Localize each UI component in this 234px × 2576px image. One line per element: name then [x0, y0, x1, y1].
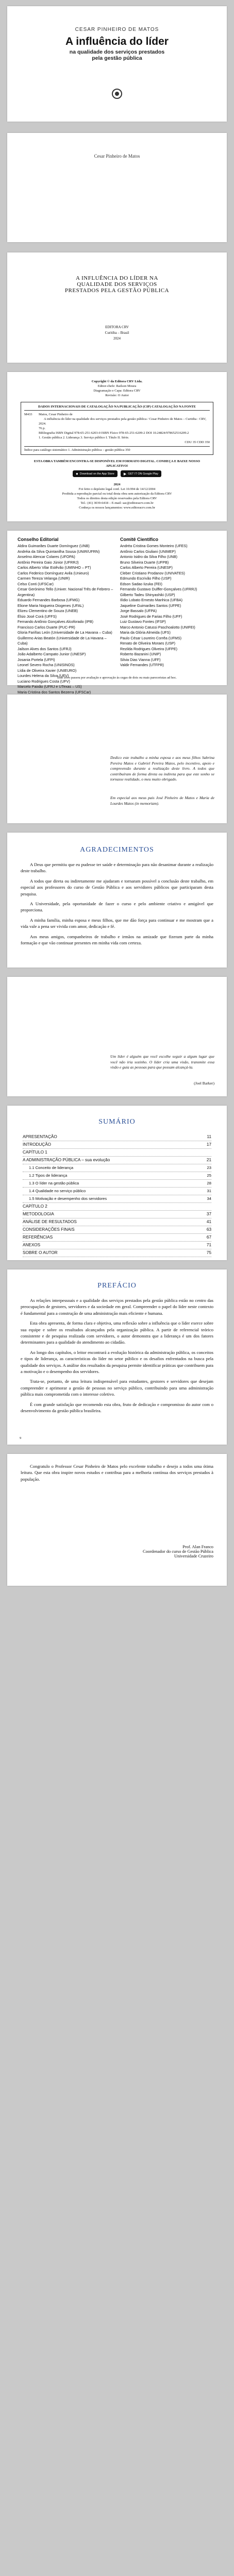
toc-entry-page: 21: [206, 1158, 211, 1162]
scientific-committee-item: Fernando Gustavo Dulffer-Gonçalves (UFRRJ): [120, 587, 197, 591]
toc-entry-label: CAPÍTULO 1: [23, 1150, 47, 1155]
toc-entry-page: 37: [206, 1212, 211, 1216]
legal-deposit: Foi feito o depósito legal conf. Lei 10.994 de 14/12/2004: [78, 487, 156, 491]
editorial-board-item: Fernando Antônio Gonçalves Alcoforado (IPB): [18, 619, 94, 624]
editorial-board-item: João Adalberto Campato Junior (UNESP): [18, 652, 86, 656]
toc-entry-page: 34: [207, 1196, 211, 1201]
reproduction-notice: Proibida a reprodução parcial ou total desta obra sem autorização da Editora CRV: [62, 492, 172, 496]
copyright-line3: Diagramação e Capa: Editora CRV: [93, 389, 141, 393]
scientific-committee-item: Paulo César Loureiro Corrêa (UFMS): [120, 635, 182, 640]
scientific-committee-item: Carlos Alberto Pereira (UNESP): [120, 565, 173, 570]
toc-entry-page: 41: [206, 1219, 211, 1224]
cip-author: Matos, Cesar Pinheiro de: [39, 413, 73, 416]
councils-page: [7, 531, 227, 694]
preface-signer: Prof. Alan Franco: [182, 1545, 213, 1549]
editorial-board-item: Carlos Alberto Vilar Estêvão (UMINHO – PT): [18, 565, 91, 570]
scientific-committee-list: [120, 544, 216, 668]
digital-notice: ESTA OBRA TAMBÉM ENCONTRA-SE DISPONÍVEL EM FORMATO DIGITAL. CONHEÇA E BAIXE NOSSO APLICATIVO!: [34, 460, 200, 468]
editorial-board-item: Anselmo Alencar Colares (UFOPA): [18, 554, 75, 559]
editorial-board-item: Gloria Fariñas León (Universidade de La Havana – Cuba): [18, 630, 112, 635]
scientific-committee-item: Edmundo Escrivão Filho (USP): [120, 576, 172, 581]
peer-review-note: Este livro passou por avaliação e aprovação às cegas de dois ou mais pareceristas ad hoc.: [57, 676, 177, 680]
scientific-committee-item: Cleber Cristiano Prodanov (UNIVATES): [120, 570, 185, 575]
cip-entry: M433: [24, 413, 32, 416]
acknowledgments-page: [7, 833, 227, 968]
copyright-line1: Copyright © da Editora CRV Ltda.: [91, 380, 143, 383]
preface-p2: Esta obra apresenta, de forma clara e objetiva, uma reflexão sobre a influência que o líder exerce sobre sua equipe e sobre os resultados alcançados pela organização pública. A partir de referencial teórico consistente e de pesquisa realizada com servidores, o autor demonstra que a liderança é um dos fatores determinantes para a qualidade do atendimento ao cidadão.: [21, 1320, 213, 1345]
publisher-logo-icon: [112, 89, 122, 99]
copyright-line4: Revisão: O Autor: [105, 394, 129, 397]
acknowledgments-p2: A todos que direta ou indiretamente me ajudaram e tornaram possível a conclusão deste trabalho, em especial aos professores do curso de Gestão Pública e aos servidores públicos que participaram desta pesquisa.: [21, 878, 213, 896]
editorial-board-item: Carlos Federico Domínguez Avila (Unieuro): [18, 570, 89, 575]
cip-record: [21, 402, 213, 455]
title-line1: A INFLUÊNCIA DO LÍDER NA: [76, 275, 158, 281]
preface-page-number: 9: [20, 1436, 22, 1440]
acknowledgments-p5: Aos meus amigos, companheiros de trabalho e irmãos na amizade que fizeram parte da minha formação e que vão continuar presentes em minha vida com certeza.: [21, 934, 213, 946]
toc-entry[interactable]: [23, 1157, 211, 1164]
dedication-page: [7, 694, 227, 823]
scientific-committee-item: Rezilda Rodrigues Oliveira (UFPE): [120, 646, 178, 651]
toc-entry-page: 28: [207, 1181, 211, 1185]
editorial-board-title: Conselho Editorial: [18, 537, 59, 542]
title-year: 2024: [113, 336, 121, 341]
toc-entry-page: 75: [206, 1250, 211, 1255]
contact-line2: Conheça os nossos lançamentos: www.editoracrv.com.br: [79, 506, 155, 510]
toc-entry[interactable]: [23, 1226, 211, 1234]
epigraph-source: (Joel Barker): [194, 1081, 214, 1086]
toc-entry-page: 23: [207, 1165, 211, 1170]
google-play-badge[interactable]: [121, 470, 161, 477]
dedication-text: Dedico este trabalho a minha esposa e aos meus filhos Sabrina Pereira Matos e Gabriel Pereira Matos, pelo incentivo, apoio e compreensão durante a realização deste livro. A todos que contribuíram de forma direta ou indireta para que este sonho se tornasse realidade, o meu muito obrigado.: [110, 755, 214, 782]
editorial-board-item: Lourdes Helena da Silva (UFV): [18, 673, 69, 678]
cover-author: CESAR PINHEIRO DE MATOS: [75, 27, 159, 32]
preface-p1: As relações interpessoais e a qualidade dos serviços prestados pela gestão pública estão no centro das preocupações de gestores, servidores e da sociedade em geral. Compreender o papel do líder neste contexto é fundamental para a construção de uma administração mais eficiente e humana.: [21, 1298, 213, 1316]
preface-p4: Trata-se, portanto, de uma leitura indispensável para estudantes, gestores e servidores que desejam compreender e aprimorar a gestão de pessoas no serviço público, contribuindo para uma administração pública mais comprometida com o interesse coletivo.: [21, 1379, 213, 1397]
preface-end-page: [7, 1454, 227, 1586]
preface-p5: É com grande satisfação que recomendo esta obra, fruto de dedicação e compromisso do autor com o desenvolvimento da gestão pública brasileira.: [21, 1401, 213, 1414]
title-line2: QUALIDADE DOS SERVIÇOS: [77, 281, 157, 287]
editorial-board-item: Guillermo Arias Beatón (Universidade de La Havana – Cuba): [18, 635, 107, 646]
preface-page: [7, 1269, 227, 1445]
toc-list: [7, 1126, 227, 1257]
toc-entry[interactable]: [23, 1203, 211, 1211]
editorial-board-item: Leonel Severo Rocha (UNISINOS): [18, 663, 75, 667]
dedication-closing: Em especial aos meus pais José Pinheiro de Matos e Maria de Lourdes Matos (in memoriam).: [110, 795, 214, 806]
toc-entry-label: INTRODUÇÃO: [23, 1142, 52, 1147]
scientific-committee-item: Valdir Fernandes (UTFPR): [120, 663, 164, 667]
acknowledgments-p3: A Universidade, pela oportunidade de fazer o curso e pelo ambiente criativo e amigável que proporciona.: [21, 901, 213, 913]
editorial-board-item: Aldira Guimarães Duarte Domínguez (UNB): [18, 544, 90, 548]
toc-entry[interactable]: [23, 1141, 211, 1149]
title-page: [7, 252, 227, 363]
scientific-committee-item: Edson Sadao Iizuka (FEI): [120, 581, 162, 586]
toc-entry[interactable]: [23, 1149, 211, 1157]
editorial-board-item: Marcelo Paixão (UFRJ e UTexas – US): [18, 684, 82, 689]
preface-signer-institution: Universidade Cruzeiro: [174, 1554, 213, 1558]
play-icon: ▶: [123, 471, 127, 476]
toc-entry-label: SOBRE O AUTOR: [23, 1250, 58, 1255]
cip-cdu: CDU 35 CDD 350: [185, 440, 210, 444]
toc-entry[interactable]: [23, 1234, 211, 1242]
cip-index: Índice para catálogo sistemático 1. Administração pública – gestão pública 350: [24, 446, 210, 452]
scientific-committee-item: José Rodrigues de Farias Filho (UFF): [120, 614, 182, 619]
scientific-committee-item: Maria da Glória Almeida (UFS): [120, 630, 171, 635]
half-title-author: Cesar Pinheiro de Matos: [94, 154, 140, 159]
scientific-committee-item: Roberto Bazanini (UNIP): [120, 652, 161, 656]
scientific-committee-item: Bruno Silveira Duarte (UFPB): [120, 560, 169, 565]
toc-entry[interactable]: [23, 1211, 211, 1218]
scientific-committee-item: Ilídio Lobato Ernesto Manhica (UFBA): [120, 598, 183, 602]
toc-entry-page: 11: [207, 1134, 211, 1139]
editorial-board-item: Andréia da Silva Quintanilha Sousa (UNIR/UFRN): [18, 549, 100, 554]
cover-title: A influência do líder: [65, 36, 169, 47]
toc-entry-label: ANÁLISE DE RESULTADOS: [23, 1219, 77, 1224]
toc-entry[interactable]: [23, 1172, 211, 1180]
cip-details: 76 p.: [39, 427, 45, 430]
cip-subjects: 1. Gestão pública 2. Liderança 3. Serviço público I. Título II. Série.: [39, 436, 129, 439]
scientific-committee-item: Marco Antonio Catussi Paschoalotto (UNIFEI): [120, 624, 195, 630]
editorial-board-item: Antônio Pereira Gaio Júnior (UFRRJ): [18, 560, 79, 565]
preface-end-text: Congratulo o Professor Cesar Pinheiro de Matos pelo excelente trabalho e desejo a todos uma ótima leitura. Que esta obra inspire novos estudos e contribua para a melhoria contínua dos serviços prestados à população.: [21, 1464, 213, 1482]
toc-entry-label: METODOLOGIA: [23, 1212, 54, 1216]
toc-entry[interactable]: [23, 1188, 211, 1195]
title-line3: PRESTADOS PELA GESTÃO PÚBLICA: [64, 287, 170, 294]
toc-entry[interactable]: [23, 1249, 211, 1257]
title-city: Curitiba – Brasil: [105, 331, 129, 335]
editorial-board-item: Elizeu Clementino de Souza (UNEB): [18, 608, 78, 613]
editorial-board-item: Eduardo Fernandes Barbosa (UFMG): [18, 598, 80, 602]
editorial-board-item: Maria Cristina dos Santos Bezerra (UFSCar): [18, 689, 91, 694]
toc-heading: SUMÁRIO: [98, 1118, 136, 1126]
cover-subtitle-line1: na qualidade dos serviços prestados: [69, 49, 165, 55]
toc-entry-label: REFERÊNCIAS: [23, 1235, 53, 1240]
scientific-committee-item: Silvia Dias Vianna (UFF): [120, 657, 161, 662]
editorial-board-item: Elione Maria Nogueira Diogenes (UFAL): [18, 603, 84, 608]
acknowledgments-heading: AGRADECIMENTOS: [80, 846, 154, 854]
contact-line1: Tel.: (41) 3039-6418 – E-mail: sac@editoracrv.com.br: [80, 501, 154, 505]
toc-entry[interactable]: [23, 1218, 211, 1226]
toc-entry-page: 63: [206, 1227, 211, 1232]
toc-page: [7, 1106, 227, 1260]
toc-entry-label: A ADMINISTRAÇÃO PÚBLICA – sua evolução: [23, 1158, 110, 1162]
editorial-board-item: Carmen Tereza Velanga (UNIR): [18, 576, 70, 581]
cip-title: DADOS INTERNACIONAIS DE CATALOGAÇÃO NA PUBLICAÇÃO (CIP) CATALOGAÇÃO NA FONTE: [24, 404, 210, 411]
toc-entry[interactable]: [23, 1164, 211, 1172]
copyright-year: 2024: [113, 483, 121, 486]
google-play-label: GET IT ON Google Play: [128, 472, 158, 476]
toc-entry-label: 1.1 Conceito de liderança: [29, 1165, 74, 1170]
title-publisher: EDITORA CRV: [105, 325, 129, 329]
cip-body: A influência do líder na qualidade dos serviços prestados pela gestão pública / Cesar Pinheiro de Matos – Curitiba : CRV, 2024.: [39, 417, 207, 426]
toc-entry-label: 1.3 O líder na gestão pública: [29, 1181, 79, 1185]
preface-signer-role: Coordenador do curso de Gestão Pública: [143, 1549, 213, 1554]
scientific-committee-item: Antônio Carlos Giuliani (UNIMEP): [120, 549, 176, 554]
cover-page: [7, 6, 227, 122]
editorial-board-item: Jailson Alves dos Santos (UFRJ): [18, 646, 72, 651]
editorial-board-item: Luciano Rodrigues Costa (UFV): [18, 679, 70, 684]
scientific-committee-title: Comitê Científico: [120, 537, 159, 542]
scientific-committee-item: Luiz Gustavo Fontes (IFSP): [120, 619, 166, 624]
scientific-committee-item: Gilberto Tadeu Shinyashiki (USP): [120, 592, 175, 597]
editorial-board-item: Francisco Carlos Duarte (PUC-PR): [18, 624, 75, 630]
toc-entry-label: ANEXOS: [23, 1243, 41, 1247]
rights-reserved: Todos os direitos desta edição reservados pela Editora CRV: [77, 497, 157, 500]
cip-isbn: Bibliografia ISBN Digital 978-65-251-6203-0 ISBN Físico 978-65-251-6209-2 DOI 10.24824/978652516209.2: [39, 431, 189, 435]
epigraph-text: Um líder é alguém que você escolhe seguir a algum lugar que você não iria sozinho. O líder cria uma visão, transmite essa visão e guia as pessoas para que possam alcançá-la.: [110, 1054, 214, 1070]
editorial-board-item: Cesar Gerónimo Tello (Univer. Nacional Três de Febrero – Argentina): [18, 587, 113, 597]
editorial-board-item: Lídia de Oliveira Xavier (UNIEURO): [18, 668, 77, 673]
toc-entry-page: 25: [207, 1173, 211, 1178]
toc-entry-label: 1.2 Tipos de liderança: [29, 1173, 68, 1178]
copyright-line2: Editor-chefe: Railson Moura: [97, 384, 137, 388]
editorial-board-item: Élsio José Corá (UFFS): [18, 614, 57, 619]
epigraph-page: [7, 977, 227, 1096]
editorial-board-item: Celso Conti (UFSCar): [18, 581, 54, 586]
toc-entry-label: CAPÍTULO 2: [23, 1204, 47, 1209]
toc-entry[interactable]: [23, 1180, 211, 1188]
editorial-board-item: Josania Portela (UFPI): [18, 657, 55, 662]
acknowledgments-p4: A minha família, minha esposa e meus filhos, que me dão força para continuar e me mostram que a vida vale a pena ser vivida com amor, dedicação e fé.: [21, 917, 213, 929]
toc-entry-page: 31: [207, 1189, 211, 1193]
toc-entry-label: CONSIDERAÇÕES FINAIS: [23, 1227, 75, 1232]
toc-entry[interactable]: [23, 1195, 211, 1203]
apple-icon: ●: [76, 471, 78, 476]
toc-entry[interactable]: [23, 1133, 211, 1141]
app-store-label: Download on the App Store: [79, 472, 114, 476]
toc-entry-label: 1.5 Motivação e desempenho dos servidores: [29, 1196, 107, 1201]
toc-entry-label: APRESENTAÇÃO: [23, 1134, 57, 1139]
half-title-page: [7, 133, 227, 242]
app-store-badge[interactable]: [73, 470, 118, 477]
scientific-committee-item: Jorge Bassalo (UFPA): [120, 608, 157, 613]
cover-subtitle-line2: pela gestão pública: [92, 55, 142, 61]
scientific-committee-item: Andréa Cristina Gomes Monteiro (UFES): [120, 544, 188, 548]
toc-entry[interactable]: [23, 1242, 211, 1249]
toc-entry-page: 17: [206, 1142, 211, 1147]
preface-p3: Ao longo dos capítulos, o leitor encontrará a evolução histórica da administração pública, os conceitos e tipos de liderança, as características do líder no setor público e os desafios enfrentados na busca pela qualidade dos serviços. A análise dos resultados da pesquisa permite identificar práticas que contribuem para a motivação e o desempenho dos servidores.: [21, 1349, 213, 1375]
copyright-page: [7, 372, 227, 521]
preface-heading: PREFÁCIO: [97, 1282, 137, 1290]
scientific-committee-item: Renato de Oliveira Moraes (USP): [120, 641, 176, 646]
toc-entry-page: 67: [206, 1235, 211, 1240]
acknowledgments-p1: A Deus que permitiu que eu pudesse ter saúde e determinação para não desanimar durante a realização deste trabalho.: [21, 862, 213, 874]
toc-entry-label: 1.4 Qualidade no serviço público: [29, 1189, 86, 1193]
scientific-committee-item: Jaqueline Guimarães Santos (UFPE): [120, 603, 181, 608]
toc-entry-page: 71: [206, 1243, 211, 1247]
scientific-committee-item: Antonio Isidro da Silva Filho (UNB): [120, 554, 178, 559]
